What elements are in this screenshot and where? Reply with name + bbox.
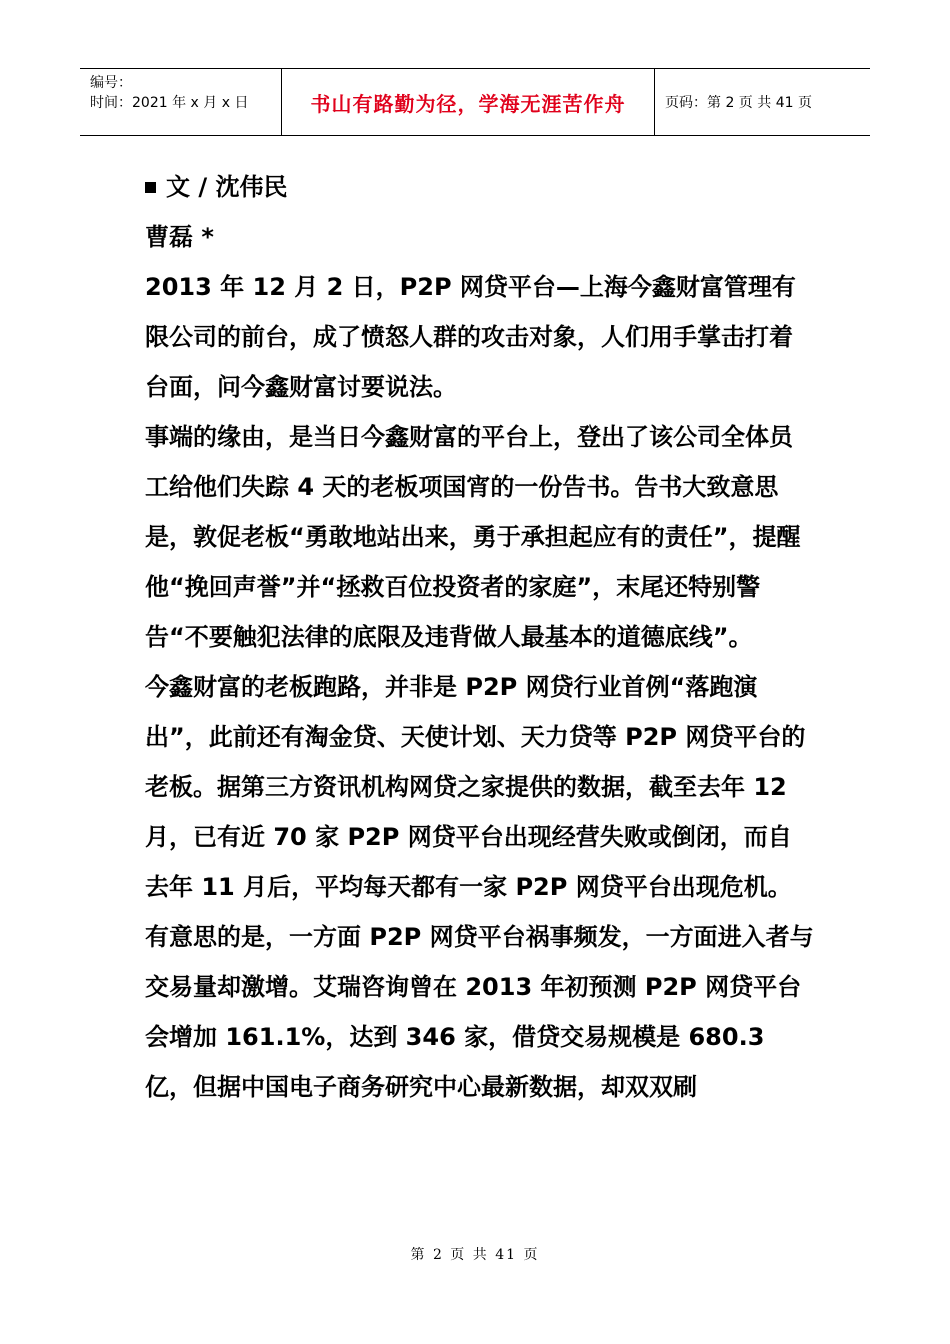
coauthor-name: 曹磊 * [145, 223, 214, 251]
paragraph: 有意思的是，一方面 P2P 网贷平台祸事频发，一方面进入者与交易量却激增。艾瑞咨询曾在 2013 年初预测 P2P 网贷平台会增加 161.1%，达到 346 家，借贷交易规模是 680.3 亿，但据中国电子商务研究中心最新数据，却双双刷 [145, 923, 814, 1101]
document-number-label: 编号： [90, 75, 132, 91]
paragraph: 今鑫财富的老板跑路，并非是 P2P 网贷行业首例“落跑演出”，此前还有淘金贷、天使计划、天力贷等 P2P 网贷平台的老板。据第三方资讯机构网贷之家提供的数据，截至去年 12 月，已有近 70 家 P2P 网贷平台出现经营失败或倒闭，而自去年 11 月后，平均每天都有一家 P2P 网贷平台出现危机。 [145, 673, 806, 901]
header-meta-cell [80, 69, 282, 135]
paragraph: 2013 年 12 月 2 日，P2P 网贷平台—上海今鑫财富管理有限公司的前台，成了愤怒人群的攻击对象，人们用手掌击打着台面，问今鑫财富讨要说法。 [145, 273, 796, 401]
author-name: 文 / 沈伟民 [166, 173, 288, 201]
square-bullet-icon [145, 182, 156, 193]
paragraph: 事端的缘由，是当日今鑫财富的平台上，登出了该公司全体员工给他们失踪 4 天的老板项国宵的一份告书。告书大致意思是，敦促老板“勇敢地站出来，勇于承担起应有的责任”，提醒他“挽回声誉”并“拯救百位投资者的家庭”，末尾还特别警告“不要触犯法律的底限及违背做人最基本的道德底线”。 [145, 423, 801, 651]
page-footer: 第 2 页 共 41 页 [410, 1247, 540, 1263]
document-header [80, 68, 870, 136]
document-date: 时间：2021 年 x 月 x 日 [90, 95, 249, 111]
header-motto: 书山有路勤为径，学海无涯苦作舟 [310, 91, 626, 116]
header-page-cell [655, 69, 870, 135]
article-body [145, 162, 815, 1112]
header-motto-cell [282, 69, 655, 135]
header-page-info: 页码：第 2 页 共 41 页 [665, 95, 812, 111]
author-line [145, 162, 815, 212]
